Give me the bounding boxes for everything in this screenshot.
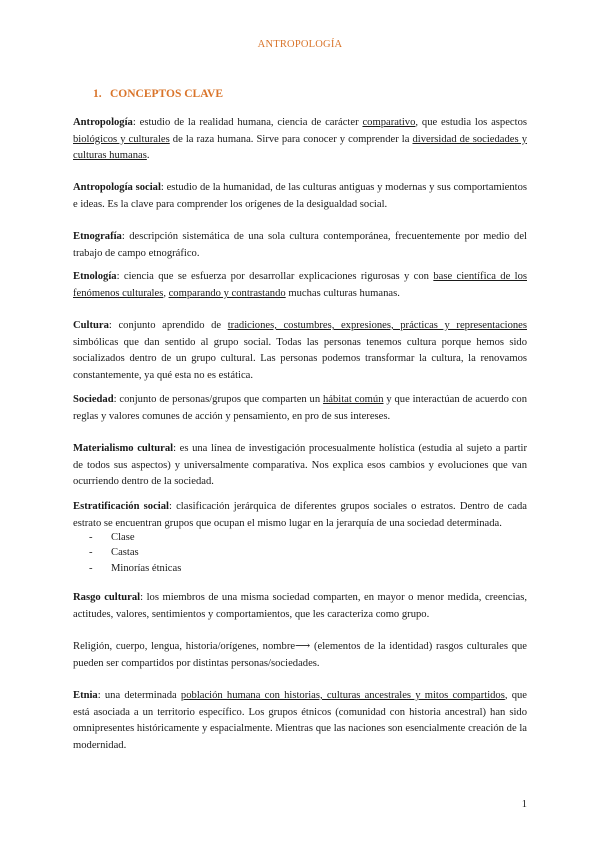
definition-text: : una determinada (97, 690, 181, 701)
definition-cultura (73, 318, 527, 384)
definition-text: simbólicas que dan sentido al grupo social. Todas las personas tenemos cultura porque hemos sido socializados dentro de un grupo cultural. Las personas podemos transformar la cultura, la renovamos constantemente, ya qué esta no es estática. (73, 336, 527, 381)
underlined-phrase: tradiciones, costumbres, expresiones, prácticas y representaciones (227, 320, 528, 331)
definition-text: : estudio de la realidad humana, ciencia de carácter (132, 117, 363, 128)
definition-text: , que estudia los aspectos (415, 117, 527, 128)
definition-antropologia-social (73, 180, 527, 213)
definition-text: : descripción sistemática de una sola cultura contemporánea, frecuentemente por medio del trabajo de campo etnográfico. (73, 231, 527, 259)
identity-elements-paragraph (73, 639, 527, 672)
definition-text: . (146, 150, 150, 162)
definition-estratificacion-social (73, 499, 527, 532)
definition-text: : conjunto aprendido de (108, 320, 228, 331)
definition-text: : clasificación jerárquica de diferentes grupos sociales o estratos. Dentro de cada estrato se encuentran grupos que ocupan el mismo lugar en la jerarquía de una sociedad determinada. (73, 501, 527, 529)
definition-text: : ciencia que se esfuerza por desarrollar explicaciones rigurosas y con (116, 271, 434, 282)
term-rasgo-cultural: Rasgo cultural (73, 592, 141, 603)
definition-sociedad (73, 392, 527, 425)
section-title: CONCEPTOS CLAVE (110, 88, 224, 100)
page-number: 1 (521, 799, 527, 810)
definition-etnologia (73, 269, 527, 302)
underlined-phrase: población humana con historias, culturas ancestrales y mitos compartidos (180, 690, 505, 701)
underlined-phrase: comparando y contrastando (168, 287, 286, 299)
underlined-phrase: hábitat común (322, 394, 384, 405)
definition-text: : estudio de la humanidad, de las culturas antiguas y modernas y sus comportamientos e ideas. Es la clave para comprender los orígenes de la desigualdad social. (73, 182, 528, 210)
definition-text: Religión, cuerpo, lengua, historia/orígenes, nombre (73, 641, 296, 652)
definition-rasgo-cultural (73, 590, 527, 623)
definition-text: , (163, 287, 169, 299)
arrow-icon: ⟶ (295, 641, 311, 652)
definition-text: : es una línea de investigación procesualmente holística (estudia al sujeto a partir de todos sus aspectos) y universalmente comparativa. Nos explica esos cambios y evoluciones que van ocurriendo dentro de la sociedad. (73, 443, 527, 488)
definition-text: , que está asociada a un territorio específico. Los grupos étnicos (comunidad con historia ancestral) han sido omnipresentes históricamente y espacialmente. Mientras que las naciones son esencialmente creación de la modernidad. (73, 690, 527, 751)
term-cultura: Cultura (73, 320, 109, 331)
definition-text: : conjunto de personas/grupos que comparten un (113, 394, 323, 405)
document-title: ANTROPOLOGÍA (257, 39, 343, 50)
underlined-phrase: base científica de los fenómenos culturales (73, 271, 527, 299)
definition-etnografia (73, 229, 527, 262)
definition-text: (elementos de la identidad) rasgos culturales que pueden ser compartidos por distintas personas/sociedades. (73, 641, 527, 669)
list-bullet: - (89, 547, 93, 559)
list-item (89, 561, 181, 576)
term-estratificacion-social: Estratificación social (73, 501, 169, 512)
list-item-text: Clase (111, 532, 135, 543)
section-heading (93, 88, 223, 100)
definition-text: de la raza humana. Sirve para conocer y comprender la (169, 133, 413, 145)
list-bullet: - (89, 532, 93, 543)
term-etnografia: Etnografía (73, 231, 122, 242)
section-number: 1. (93, 88, 102, 100)
term-antropologia: Antropología (73, 117, 133, 128)
list-item-text: Castas (111, 547, 139, 559)
strata-list (89, 530, 181, 576)
term-materialismo-cultural: Materialismo cultural (73, 443, 174, 454)
underlined-phrase: diversidad de sociedades y culturas humanas (73, 133, 527, 162)
definition-materialismo-cultural (73, 441, 527, 491)
definition-antropologia (73, 115, 527, 165)
definition-text: y que interactúan de acuerdo con reglas y valores comunes de acción y pensamiento, en pro de sus intereses. (73, 394, 528, 422)
definition-etnia (73, 688, 527, 754)
underlined-phrase: biológicos y culturales (73, 133, 170, 145)
underlined-phrase: comparativo (362, 117, 416, 128)
list-item-text: Minorías étnicas (111, 562, 182, 574)
term-antropologia-social: Antropología social (73, 182, 161, 193)
term-etnologia: Etnología (73, 271, 117, 282)
term-sociedad: Sociedad (73, 394, 114, 405)
definition-text: muchas culturas humanas. (285, 287, 400, 299)
term-etnia: Etnia (73, 690, 98, 701)
list-bullet: - (89, 562, 93, 574)
list-item (89, 530, 181, 545)
list-item (89, 545, 181, 560)
definition-text: : los miembros de una misma sociedad comparten, en mayor o menor medida, creencias, actitudes, valores, sentimientos y comportamientos, que les caracteriza como grupo. (73, 592, 527, 620)
